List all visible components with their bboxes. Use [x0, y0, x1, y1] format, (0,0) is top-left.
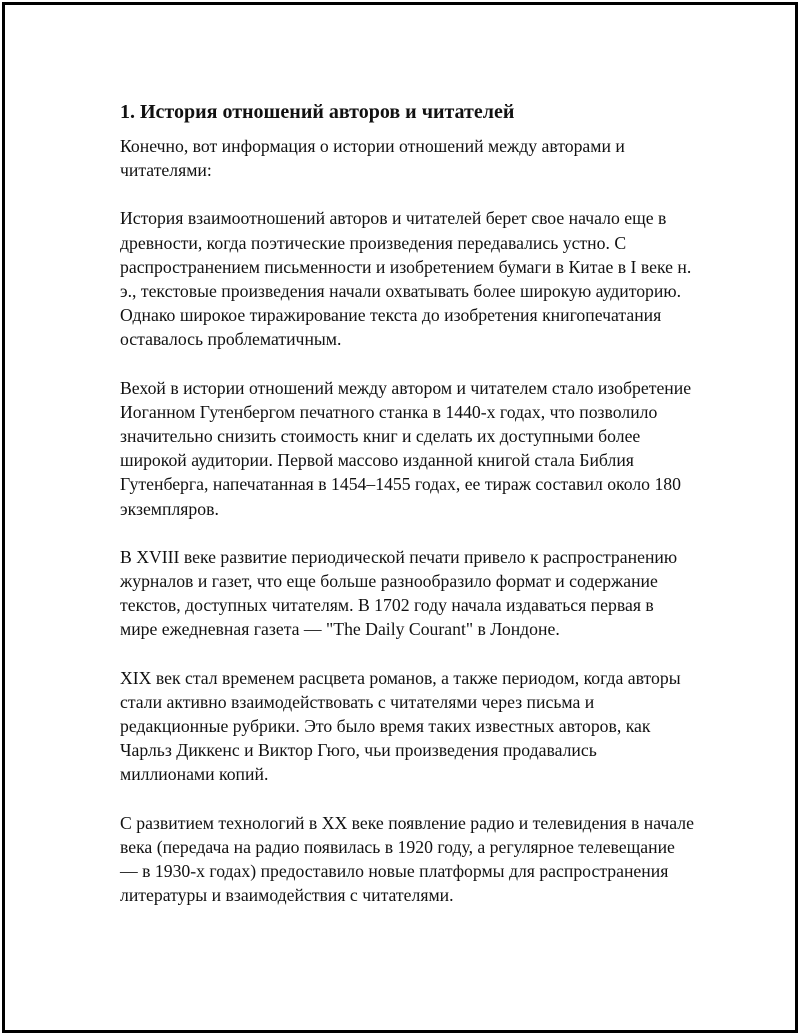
paragraph-nineteenth-century: XIX век стал временем расцвета романов, а также периодом, когда авторы стали активно взаимодействовать с читателями через письма и редакционные рубрики. Это было время таких известных авторов, как Чарльз Диккенс и Виктор Гюго, чьи произведения продавались миллионами копий.	[120, 667, 681, 785]
paragraph-printing-press: Вехой в истории отношений между автором и читателем стало изобретение Иоганном Гутенбергом печатного станка в 1440-х годах, что позволило значительно снизить стоимость книг и сделать их доступными более широкой аудитории. Первой массово изданной книгой стала Библия Гутенберга, напечатанная в 1454–1455 годах, ее тираж составил около 180 экземпляров.	[120, 377, 692, 519]
section-heading: 1. История отношений авторов и читателей	[120, 101, 515, 123]
paragraph-ancient-history: История взаимоотношений авторов и читателей берет свое начало еще в древности, когда поэтические произведения передавались устно. С распространением письменности и изобретением бумаги в Китае в I веке н. э., текстовые произведения начали охватывать более широкую аудиторию. Однако широкое тиражирование текста до изобретения книгопечатания оставалось проблематичным.	[120, 208, 692, 350]
paragraph-intro: Конечно, вот информация о истории отношений между авторами и читателями:	[120, 136, 625, 181]
page-frame	[2, 2, 798, 1033]
paragraph-periodicals: В XVIII веке развитие периодической печати привело к распространению журналов и газет, что еще больше разнообразило формат и содержание текстов, доступных читателям. В 1702 году начала издаваться первая в мире ежедневная газета — "The Daily Courant" в Лондоне.	[120, 546, 678, 640]
document-body	[120, 98, 695, 931]
paragraph-twentieth-century: С развитием технологий в XX веке появление радио и телевидения в начале века (передача на радио появилась в 1920 году, а регулярное телевещание — в 1930-х годах) предоставило новые платформы для распространения литературы и взаимодействия с читателями.	[120, 812, 694, 906]
